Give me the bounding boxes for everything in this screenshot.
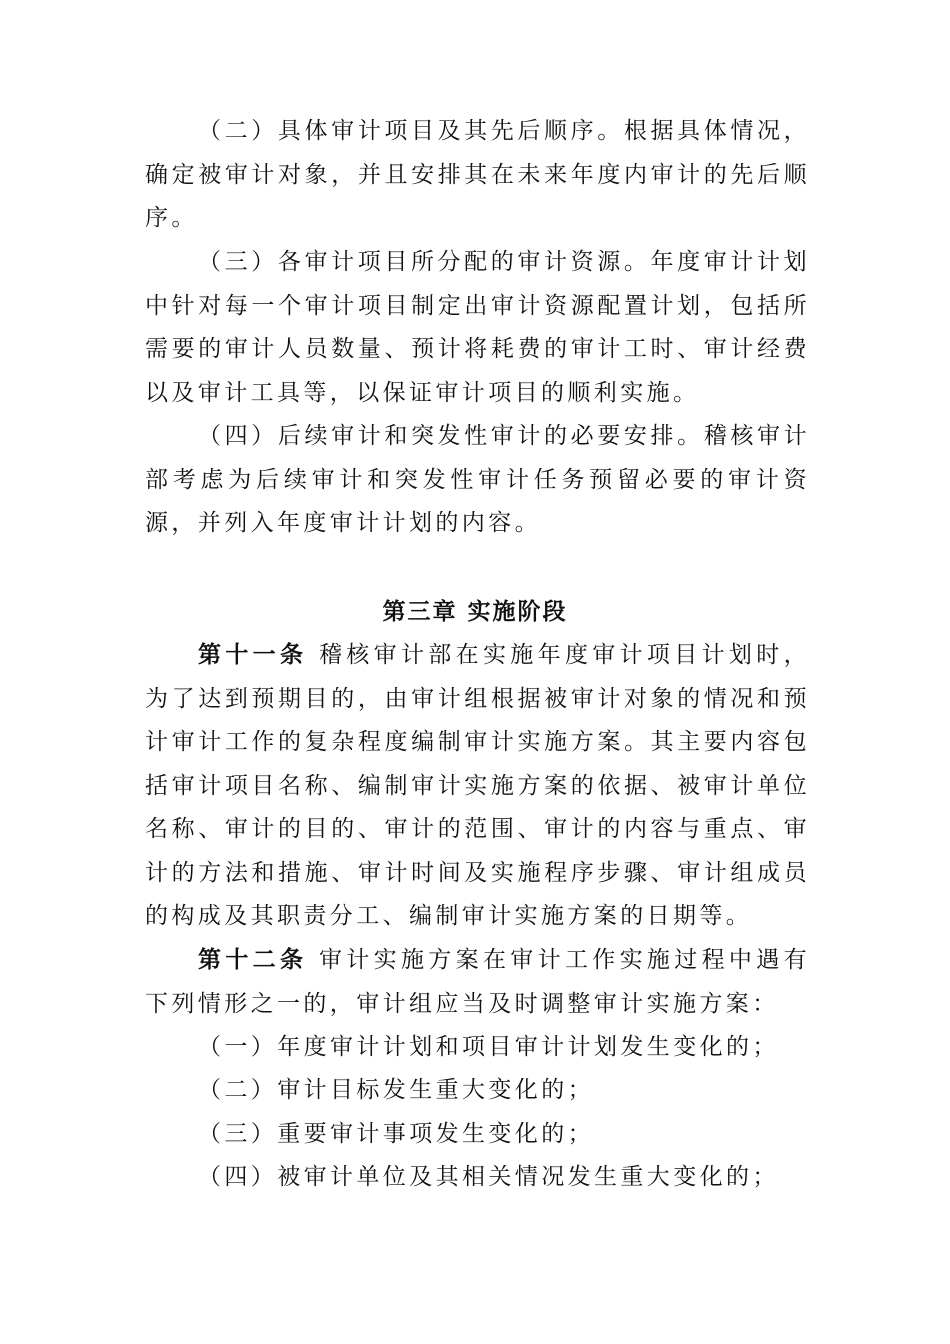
list-item: （一）年度审计计划和项目审计计划发生变化的； xyxy=(198,1034,779,1060)
article-12-text: 审计实施方案在审计工作实施过程中遇有下列情形之一的，审计组应当及时调整审计实施方案： xyxy=(145,947,810,1017)
article-12 xyxy=(145,939,810,1026)
paragraph-2: （二）具体审计项目及其先后顺序。根据具体情况，确定被审计对象，并且安排其在未来年度内审计的先后顺序。 xyxy=(145,118,810,231)
article-11-text: 稽核审计部在实施年度审计项目计划时，为了达到预期目的，由审计组根据被审计对象的情况和预计审计工作的复杂程度编制审计实施方案。其主要内容包括审计项目名称、编制审计实施方案的依据、被审计单位名称、审计的目的、审计的范围、审计的内容与重点、审计的方法和措施、审计时间及实施程序步骤、审计组成员的构成及其职责分工、编制审计实施方案的日期等。 xyxy=(145,642,810,929)
paragraph-4: （四）后续审计和突发性审计的必要安排。稽核审计部考虑为后续审计和突发性审计任务预留必要的审计资源，并列入年度审计计划的内容。 xyxy=(145,423,810,536)
article-11-label: 第十一条 xyxy=(198,642,308,668)
paragraph-3: （三）各审计项目所分配的审计资源。年度审计计划中针对每一个审计项目制定出审计资源配置计划，包括所需要的审计人员数量、预计将耗费的审计工时、审计经费以及审计工具等，以保证审计项目的顺利实施。 xyxy=(145,249,810,406)
list-item: （四）被审计单位及其相关情况发生重大变化的； xyxy=(198,1164,779,1190)
article-11 xyxy=(145,634,810,939)
chapter-title: 第三章 实施阶段 xyxy=(382,599,568,625)
list-item: （三）重要审计事项发生变化的； xyxy=(198,1121,594,1147)
article-12-label: 第十二条 xyxy=(198,947,308,973)
list-item: （二）审计目标发生重大变化的； xyxy=(198,1077,594,1103)
